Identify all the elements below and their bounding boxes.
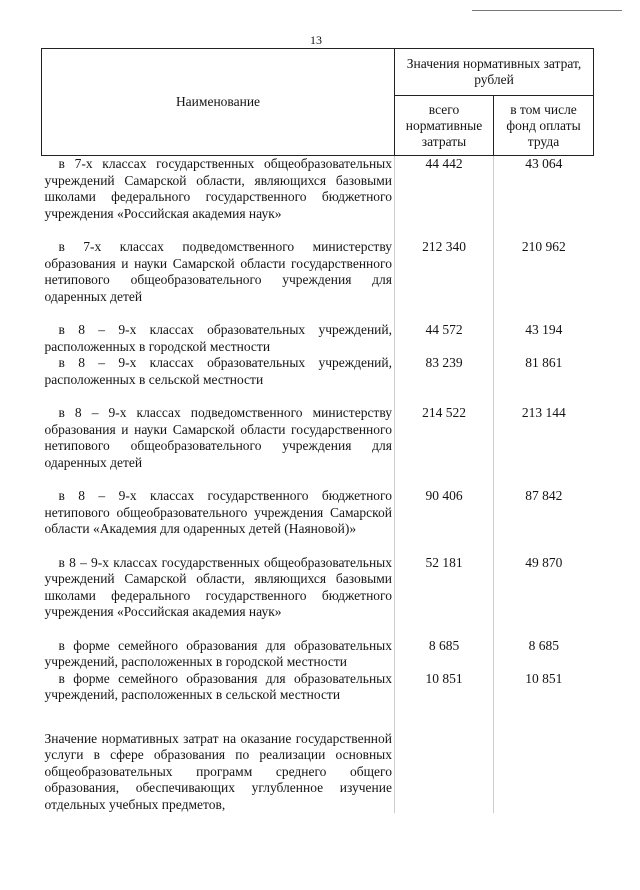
table-row-note (42, 721, 594, 814)
table-row (42, 555, 594, 638)
row-total: 44 572 (395, 322, 494, 355)
row-wage-fund: 210 962 (494, 239, 594, 322)
table-row (42, 405, 594, 488)
row-name: в 8 – 9-х классах образовательных учреждений, расположенных в городской местности (44, 322, 392, 354)
note-wage-fund-empty (494, 721, 594, 814)
row-name: в форме семейного образования для образовательных учреждений, расположенных в сельской местности (44, 670, 392, 702)
row-wage-fund: 87 842 (494, 488, 594, 555)
table-row (42, 671, 594, 721)
table-row (42, 638, 594, 671)
page-number: 13 (310, 33, 322, 47)
row-total: 214 522 (395, 405, 494, 488)
header-values-group: Значения нормативных затрат, рублей (395, 49, 594, 96)
row-total: 52 181 (395, 555, 494, 638)
top-rule (472, 10, 622, 11)
row-name: в форме семейного образования для образовательных учреждений, расположенных в городской местности (44, 637, 392, 669)
table-row (42, 355, 594, 405)
table-row (42, 239, 594, 322)
row-wage-fund: 49 870 (494, 555, 594, 638)
row-wage-fund: 10 851 (494, 671, 594, 721)
row-name: в 8 – 9-х классах государственных общеобразовательных учреждений Самарской области, являющихся базовыми школами федерального государственного бюджетного учреждения «Российская академия наук» (44, 554, 392, 619)
row-wage-fund: 213 144 (494, 405, 594, 488)
row-total: 10 851 (395, 671, 494, 721)
row-wage-fund: 81 861 (494, 355, 594, 405)
table-row (42, 322, 594, 355)
section-note: Значение нормативных затрат на оказание государственной услуги в сфере образования по реализации основных общеобразовательных программ среднего общего образования, обеспечивающих углубленное изучение отдельных учебных предметов, (44, 730, 392, 812)
table-header (42, 49, 594, 156)
note-total-empty (395, 721, 494, 814)
header-total: всего нормативные затраты (395, 96, 494, 156)
row-name: в 8 – 9-х классах подведомственного министерству образования и науки Самарской области государственного нетипового общеобразовательного учреждения для одаренных детей (44, 405, 392, 470)
row-name: в 8 – 9-х классах государственного бюджетного нетипового общеобразовательного учреждения Самарской области «Академия для одаренных детей (Наяновой)» (44, 488, 392, 536)
row-wage-fund: 43 064 (494, 156, 594, 240)
table-row (42, 156, 594, 240)
header-wage-fund: в том числе фонд оплаты труда (494, 96, 594, 156)
row-total: 83 239 (395, 355, 494, 405)
row-name: в 7-х классах подведомственного министерству образования и науки Самарской области государственного нетипового общеобразовательного учреждения для одаренных детей (44, 239, 392, 304)
table-row (42, 488, 594, 555)
header-name: Наименование (42, 49, 395, 156)
row-total: 8 685 (395, 638, 494, 671)
row-total: 212 340 (395, 239, 494, 322)
norm-costs-table-container (41, 48, 593, 813)
row-name: в 8 – 9-х классах образовательных учреждений, расположенных в сельской местности (44, 355, 392, 387)
table-body (42, 156, 594, 814)
row-total: 44 442 (395, 156, 494, 240)
row-wage-fund: 8 685 (494, 638, 594, 671)
row-wage-fund: 43 194 (494, 322, 594, 355)
row-name: в 7-х классах государственных общеобразовательных учреждений Самарской области, являющихся базовыми школами федерального государственного бюджетного учреждения «Российская академия наук» (44, 156, 392, 221)
norm-costs-table (41, 48, 594, 813)
row-total: 90 406 (395, 488, 494, 555)
